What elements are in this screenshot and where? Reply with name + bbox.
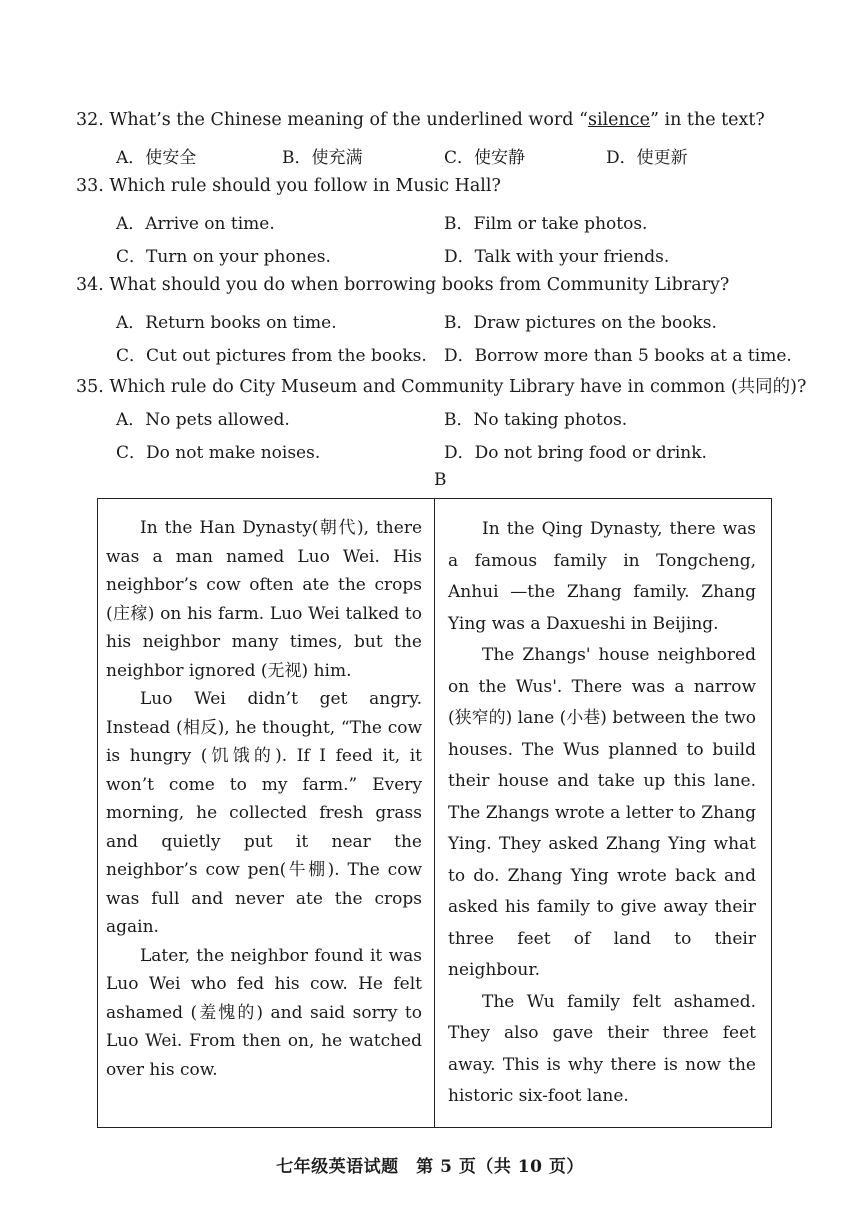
option-32-d: D．使更新	[606, 148, 688, 168]
question-33	[76, 176, 501, 196]
option-35-b: B．No taking photos.	[444, 410, 628, 430]
passage-right-paragraph: In the Qing Dynasty, there was a famous family in Tongcheng, Anhui —the Zhang family. Zhang Ying was a Daxueshi in Beijing.	[448, 519, 756, 634]
passage-right-column	[448, 514, 756, 1113]
passage-right-paragraph: The Wu family felt ashamed. They also gave their three feet away. This is why there is now the historic six-foot lane.	[448, 991, 756, 1106]
option-32-c: C．使安静	[444, 148, 526, 168]
passage-right-paragraph: The Zhangs' house neighbored on the Wus'. There was a narrow (狭窄的) lane (小巷) between the two houses. The Wus planned to build their house and take up this lane. The Zhangs wrote a letter to Zhang Ying. They asked Zhang Ying what to do. Zhang Ying wrote back and asked his family to give away their three feet of land to their neighbour.	[448, 645, 756, 980]
option-33-a: A．Arrive on time.	[116, 214, 275, 234]
question-text: Which rule do City Museum and Community Library have in common (共同的)?	[109, 377, 807, 397]
passage-left-paragraph: Later, the neighbor found it was Luo Wei who fed his cow. He felt ashamed (羞愧的) and said sorry to Luo Wei. From then on, he watched over his cow.	[106, 945, 422, 1080]
underlined-word: silence	[588, 110, 650, 130]
option-34-d: D．Borrow more than 5 books at a time.	[444, 346, 792, 366]
question-32	[76, 110, 765, 130]
passage-left-paragraph: In the Han Dynasty(朝代), there was a man named Luo Wei. His neighbor’s cow often ate the crops (庄稼) on his farm. Luo Wei talked to his neighbor many times, but the neighbor ignored (无视) him.	[106, 518, 422, 681]
option-35-a: A．No pets allowed.	[116, 410, 290, 430]
option-32-b: B．使充满	[282, 148, 363, 168]
question-number: 35.	[76, 377, 104, 397]
question-text: What should you do when borrowing books from Community Library?	[109, 275, 730, 295]
question-text: Which rule should you follow in Music Hall?	[109, 176, 501, 196]
question-35	[76, 373, 806, 398]
question-text: What’s the Chinese meaning of the underlined word “	[109, 110, 588, 130]
option-35-c: C．Do not make noises.	[116, 443, 321, 463]
question-34	[76, 275, 729, 295]
option-35-d: D．Do not bring food or drink.	[444, 443, 707, 463]
option-33-d: D．Talk with your friends.	[444, 247, 670, 267]
question-number: 34.	[76, 275, 104, 295]
option-33-b: B．Film or take photos.	[444, 214, 648, 234]
section-label: B	[434, 470, 447, 490]
question-number: 33.	[76, 176, 104, 196]
option-34-c: C．Cut out pictures from the books.	[116, 346, 427, 366]
page-footer: 七年级英语试题 第 5 页（共 10 页）	[276, 1157, 584, 1177]
option-33-c: C．Turn on your phones.	[116, 247, 331, 267]
option-34-a: A．Return books on time.	[116, 313, 337, 333]
passage-left-paragraph: Luo Wei didn’t get angry. Instead (相反), he thought, “The cow is hungry (饥饿的). If I feed it, it won’t come to my farm.” Every morning, he collected fresh grass and quietly put it near the neighbor’s cow pen(牛棚). The cow was full and never ate the crops again.	[106, 689, 422, 937]
column-divider	[434, 498, 435, 1128]
question-text-end: ” in the text?	[649, 110, 765, 130]
option-34-b: B．Draw pictures on the books.	[444, 313, 717, 333]
passage-left-column	[106, 514, 422, 1084]
question-number: 32.	[76, 110, 104, 130]
option-32-a: A．使安全	[116, 148, 197, 168]
